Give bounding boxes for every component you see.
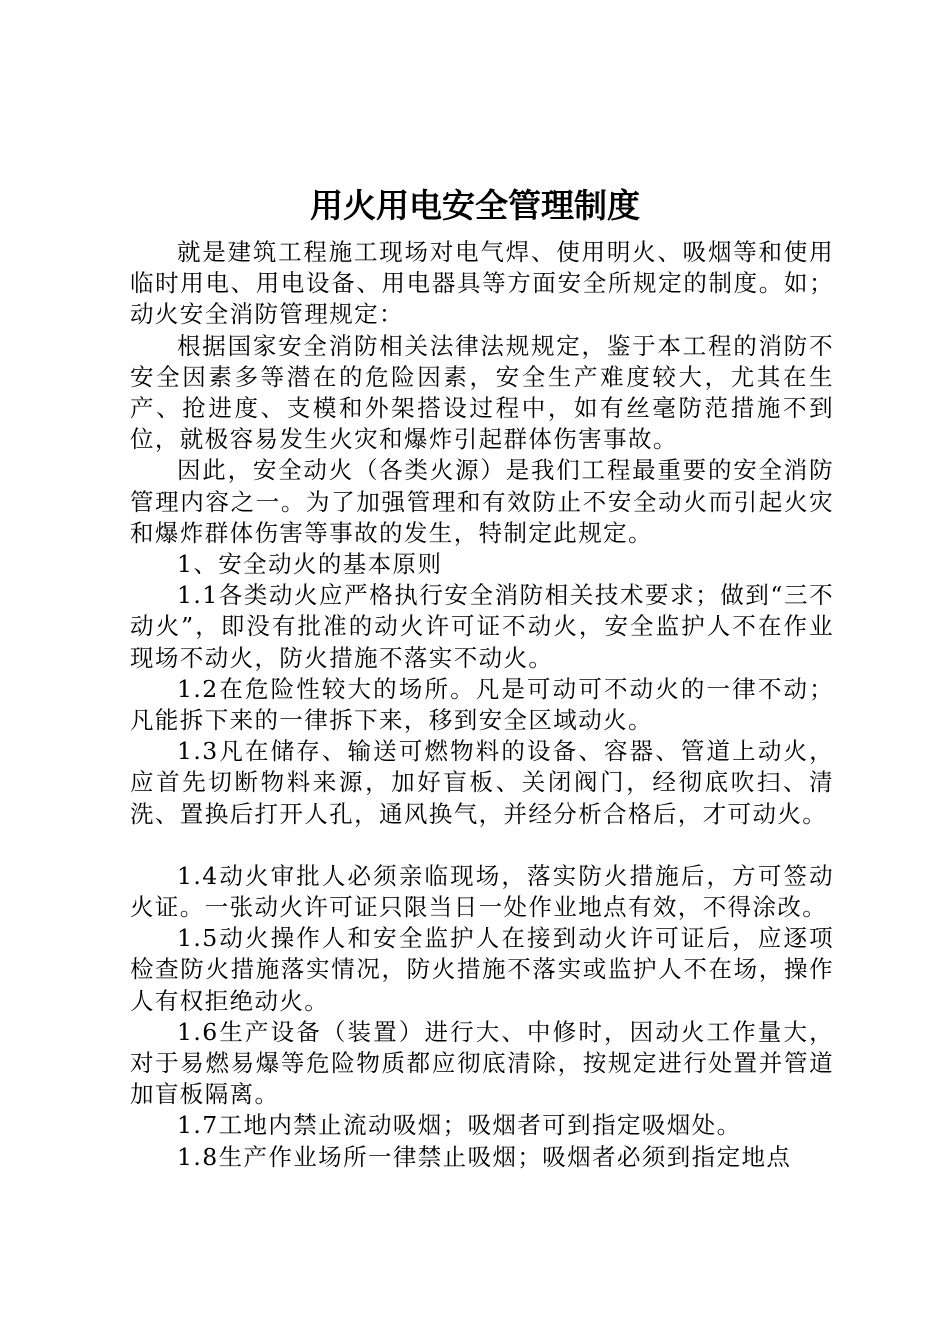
clause-1-5: 1.5动火操作人和安全监护人在接到动火许可证后，应逐项检查防火措施落实情况，防火措施不落实或监护人不在场，操作人有权拒绝动火。 [130, 924, 834, 1015]
clause-1-4: 1.4动火审批人必须亲临现场，落实防火措施后，方可签动火证。一张动火许可证只限当日一处作业地点有效，不得涂改。 [130, 861, 834, 922]
document-title: 用火用电安全管理制度 [310, 186, 640, 225]
paragraph-purpose: 因此，安全动火（各类火源）是我们工程最重要的安全消防管理内容之一。为了加强管理和有效防止不安全动火而引起火灾和爆炸群体伤害等事故的发生，特制定此规定。 [130, 456, 834, 547]
clause-1-7: 1.7工地内禁止流动吸烟；吸烟者可到指定吸烟处。 [177, 1111, 742, 1140]
clause-1-8: 1.8生产作业场所一律禁止吸烟；吸烟者必须到指定地点 [177, 1142, 792, 1171]
clause-1-3: 1.3凡在储存、输送可燃物料的设备、容器、管道上动火，应首先切断物料来源，加好盲板、关闭阀门，经彻底吹扫、清洗、置换后打开人孔，通风换气，并经分析合格后，才可动火。 [130, 737, 834, 828]
clause-1-6: 1.6生产设备（装置）进行大、中修时，因动火工作量大，对于易燃易爆等危险物质都应彻底清除，按规定进行处置并管道加盲板隔离。 [130, 1017, 834, 1109]
paragraph-intro: 就是建筑工程施工现场对电气焊、使用明火、吸烟等和使用临时用电、用电设备、用电器具等方面安全所规定的制度。如；动火安全消防管理规定： [130, 238, 834, 329]
document-body [130, 237, 834, 1173]
clause-1-1: 1.1各类动火应严格执行安全消防相关技术要求；做到“三不动火”，即没有批准的动火许可证不动火，安全监护人不在作业现场不动火，防火措施不落实不动火。 [130, 581, 834, 672]
clause-1-2: 1.2在危险性较大的场所。凡是可动可不动火的一律不动；凡能拆下来的一律拆下来，移到安全区域动火。 [130, 674, 834, 735]
section-heading-basic-principles: 1、安全动火的基本原则 [177, 550, 443, 579]
paragraph-background: 根据国家安全消防相关法律法规规定，鉴于本工程的消防不安全因素多等潜在的危险因素，安全生产难度较大，尤其在生产、抢进度、支模和外架搭设过程中，如有丝毫防范措施不到位，就极容易发生火灾和爆炸引起群体伤害事故。 [130, 331, 834, 454]
